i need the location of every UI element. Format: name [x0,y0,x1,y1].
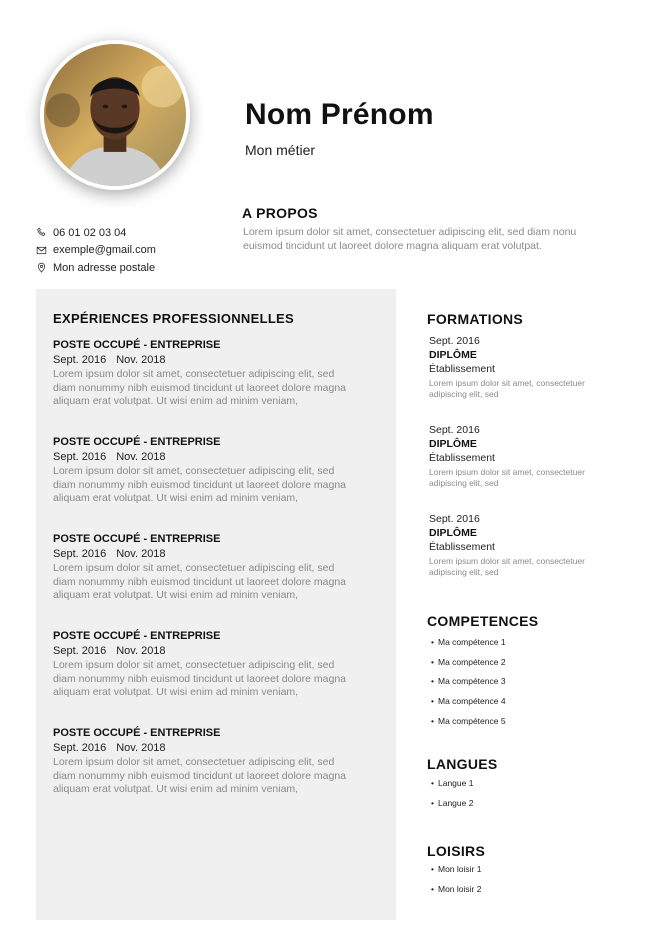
hobbies-list [431,860,481,899]
experience-item [53,532,353,629]
experience-position: POSTE OCCUPÉ - ENTREPRISE [53,727,221,739]
experience-item [53,629,353,726]
contact-phone-text: 06 01 02 03 04 [53,226,127,239]
education-date: Sept. 2016 [429,513,480,525]
education-item [429,334,619,423]
experience-start: Sept. 2016 [53,645,107,657]
experience-item [53,435,353,532]
experience-description: Lorem ipsum dolor sit amet, consectetuer adipiscing elit, sed diam nonummy nibh euismod tincidunt ut laoreet dolore magna aliquam erat volutpat. Ut wisi enim ad minim veniam, [53,756,347,795]
profile-photo [40,40,190,190]
education-description: Lorem ipsum dolor sit amet, consectetuer adipiscing elit, sed [429,378,585,399]
education-title: FORMATIONS [427,311,524,327]
education-list [429,334,619,601]
education-date: Sept. 2016 [429,424,480,436]
experience-position: POSTE OCCUPÉ - ENTREPRISE [53,533,221,545]
experience-end: Nov. 2018 [116,451,166,463]
person-name: Nom Prénom [245,98,434,131]
education-description: Lorem ipsum dolor sit amet, consectetuer adipiscing elit, sed [429,556,585,577]
hobby-item: • Mon loisir 2 [431,880,481,900]
about-title: A PROPOS [242,205,318,221]
experience-description: Lorem ipsum dolor sit amet, consectetuer adipiscing elit, sed diam nonummy nibh euismod tincidunt ut laoreet dolore magna aliquam erat volutpat. Ut wisi enim ad minim veniam, [53,465,347,504]
experience-position: POSTE OCCUPÉ - ENTREPRISE [53,339,221,351]
education-school: Établissement [429,363,495,375]
education-item [429,512,619,601]
job-title: Mon métier [245,142,316,158]
education-school: Établissement [429,452,495,464]
location-pin-icon [35,262,47,274]
experience-list [53,338,353,823]
skill-item: • Ma compétence 5 [431,712,506,732]
experience-end: Nov. 2018 [116,742,166,754]
experience-position: POSTE OCCUPÉ - ENTREPRISE [53,436,221,448]
contact-list [35,224,156,277]
skill-item: • Ma compétence 1 [431,633,506,653]
experience-position: POSTE OCCUPÉ - ENTREPRISE [53,630,221,642]
envelope-icon [35,244,47,256]
languages-title: LANGUES [427,756,498,772]
experience-item [53,726,353,823]
experience-dates [53,449,353,465]
education-description: Lorem ipsum dolor sit amet, consectetuer adipiscing elit, sed [429,467,585,488]
experience-end: Nov. 2018 [116,354,166,366]
experience-description: Lorem ipsum dolor sit amet, consectetuer adipiscing elit, sed diam nonummy nibh euismod tincidunt ut laoreet dolore magna aliquam erat volutpat. Ut wisi enim ad minim veniam, [53,562,347,601]
skill-item: • Ma compétence 2 [431,653,506,673]
experience-start: Sept. 2016 [53,354,107,366]
experience-description: Lorem ipsum dolor sit amet, consectetuer adipiscing elit, sed diam nonummy nibh euismod tincidunt ut laoreet dolore magna aliquam erat volutpat. Ut wisi enim ad minim veniam, [53,659,347,698]
contact-email-text: exemple@gmail.com [53,244,156,257]
experience-item [53,338,353,435]
experience-description: Lorem ipsum dolor sit amet, consectetuer adipiscing elit, sed diam nonummy nibh euismod tincidunt ut laoreet dolore magna aliquam erat volutpat. Ut wisi enim ad minim veniam, [53,368,347,407]
skill-item: • Ma compétence 4 [431,692,506,712]
experience-title: EXPÉRIENCES PROFESSIONNELLES [53,311,295,326]
experience-dates [53,740,353,756]
experience-dates [53,643,353,659]
about-text: Lorem ipsum dolor sit amet, consectetuer adipiscing elit, sed diam nonu euismod tincidunt ut laoreet dolore magna aliquam erat volutpat. [243,226,577,252]
skill-item: • Ma compétence 3 [431,672,506,692]
experience-dates [53,546,353,562]
languages-list [431,774,473,813]
language-item: • Langue 1 [431,774,473,794]
skills-list [431,633,506,732]
experience-start: Sept. 2016 [53,548,107,560]
experience-end: Nov. 2018 [116,548,166,560]
education-diploma: DIPLÔME [429,527,477,539]
contact-email [35,242,156,260]
education-item [429,423,619,512]
contact-address-text: Mon adresse postale [53,261,156,274]
education-school: Établissement [429,541,495,553]
education-date: Sept. 2016 [429,335,480,347]
skills-title: COMPETENCES [427,613,539,629]
experience-dates [53,352,353,368]
language-item: • Langue 2 [431,794,473,814]
experience-start: Sept. 2016 [53,451,107,463]
phone-icon [35,227,47,239]
education-diploma: DIPLÔME [429,438,477,450]
education-diploma: DIPLÔME [429,349,477,361]
hobbies-title: LOISIRS [427,843,486,859]
experience-start: Sept. 2016 [53,742,107,754]
experience-end: Nov. 2018 [116,645,166,657]
contact-phone [35,224,156,242]
contact-address [35,259,156,277]
hobby-item: • Mon loisir 1 [431,860,481,880]
